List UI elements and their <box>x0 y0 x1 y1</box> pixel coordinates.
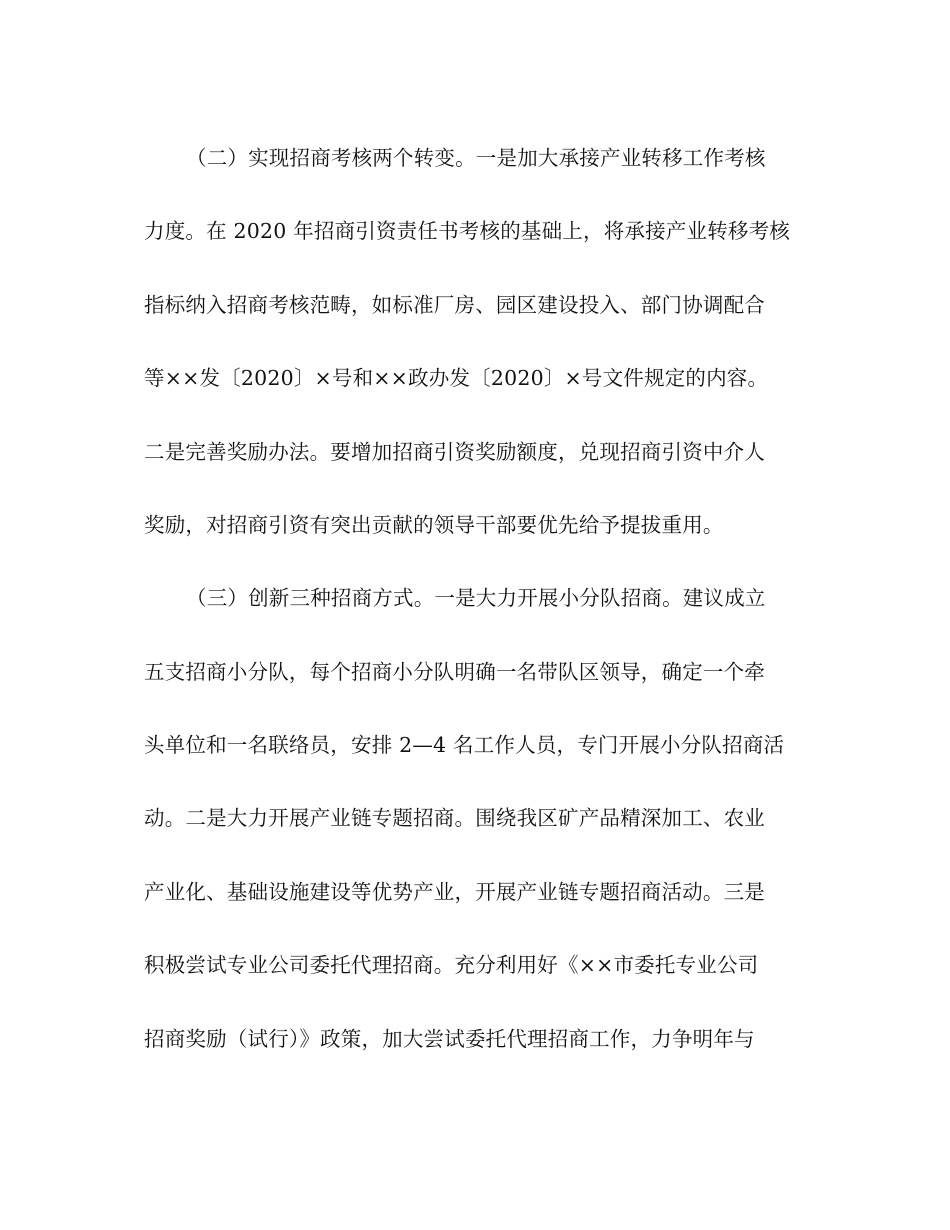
paragraph-3-line-1: （三）创新三种招商方式。一是大力开展小分队招商。建议成立 <box>186 586 766 611</box>
paragraph-2-line-5: 二是完善奖励办法。要增加招商引资奖励额度，兑现招商引资中介人 <box>144 439 765 464</box>
paragraph-2-line-4: 等××发〔2020〕×号和××政办发〔2020〕×号文件规定的内容。 <box>144 366 769 391</box>
paragraph-2-line-3: 指标纳入招商考核范畴，如标准厂房、园区建设投入、部门协调配合 <box>144 292 765 317</box>
paragraph-3-line-2: 五支招商小分队，每个招商小分队明确一名带队区领导，确定一个牵 <box>144 659 765 684</box>
paragraph-3-line-3: 头单位和一名联络员，安排 2—4 名工作人员，专门开展小分队招商活 <box>144 733 785 757</box>
body-text <box>144 140 808 1094</box>
paragraph-3-line-6: 积极尝试专业公司委托代理招商。充分利用好《××市委托专业公司 <box>144 953 759 978</box>
paragraph-3-line-5: 产业化、基础设施建设等优势产业，开展产业链专题招商活动。三是 <box>144 879 765 904</box>
paragraph-3-line-4: 动。二是大力开展产业链专题招商。围绕我区矿产品精深加工、农业 <box>144 806 765 831</box>
paragraph-2-line-6: 奖励，对招商引资有突出贡献的领导干部要优先给予提拔重用。 <box>144 512 724 537</box>
paragraph-3-line-7: 招商奖励（试行）》政策，加大尝试委托代理招商工作，力争明年与 <box>144 1026 755 1051</box>
paragraph-2-line-1: （二）实现招商考核两个转变。一是加大承接产业转移工作考核 <box>186 146 766 170</box>
paragraph-2-line-2: 力度。在 2020 年招商引资责任书考核的基础上，将承接产业转移考核 <box>144 219 791 244</box>
